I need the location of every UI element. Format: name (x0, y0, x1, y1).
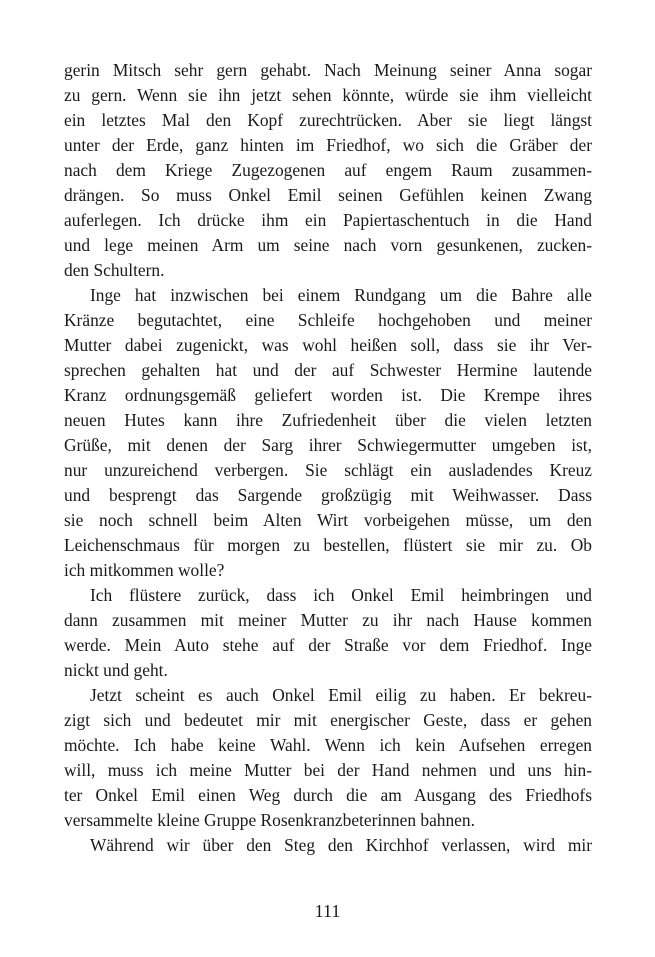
text-line: auferlegen. Ich drücke ihm ein Papiertaschentuch in die Hand (64, 210, 592, 230)
text-line: unter der Erde, ganz hinten im Friedhof, wo sich die Gräber der (64, 135, 592, 155)
paragraph (64, 683, 592, 833)
page-number: 111 (314, 901, 341, 921)
text-line: nur unzureichend verbergen. Sie schlägt ein ausladendes Kreuz (64, 460, 592, 480)
text-line: den Schultern. (64, 260, 165, 280)
text-line: sprechen gehalten hat und der auf Schwester Hermine lautende (64, 360, 592, 380)
text-line: ter Onkel Emil einen Weg durch die am Ausgang des Friedhofs (64, 785, 592, 805)
text-line: und besprengt das Sargende großzügig mit Weihwasser. Dass (64, 485, 592, 505)
text-line: Kranz ordnungsgemäß geliefert worden ist. Die Krempe ihres (64, 385, 592, 405)
text-line: werde. Mein Auto stehe auf der Straße vor dem Friedhof. Inge (64, 635, 592, 655)
text-line: möchte. Ich habe keine Wahl. Wenn ich kein Aufsehen erregen (64, 735, 592, 755)
text-line: neuen Hutes kann ihre Zufriedenheit über die vielen letzten (64, 410, 592, 430)
text-line: zu gern. Wenn sie ihn jetzt sehen könnte, würde sie ihm vielleicht (64, 85, 592, 105)
text-line: ein letztes Mal den Kopf zurechtrücken. Aber sie liegt längst (64, 110, 592, 130)
book-page-text (64, 58, 592, 858)
text-line: Während wir über den Steg den Kirchhof verlassen, wird mir (90, 835, 592, 855)
text-line: gerin Mitsch sehr gern gehabt. Nach Meinung seiner Anna sogar (64, 60, 592, 80)
text-line: Mutter dabei zugenickt, was wohl heißen soll, dass sie ihr Ver- (64, 335, 592, 355)
text-line: ich mitkommen wolle? (64, 560, 225, 580)
text-line: versammelte kleine Gruppe Rosenkranzbeterinnen bahnen. (64, 810, 475, 830)
paragraph (64, 833, 592, 858)
text-line: zigt sich und bedeutet mir mit energischer Geste, dass er gehen (64, 710, 592, 730)
text-line: Ich flüstere zurück, dass ich Onkel Emil heimbringen und (90, 585, 592, 605)
text-line: Grüße, mit denen der Sarg ihrer Schwiegermutter umgeben ist, (64, 435, 592, 455)
paragraph (64, 583, 592, 683)
text-line: nickt und geht. (64, 660, 168, 680)
text-line: Jetzt scheint es auch Onkel Emil eilig zu haben. Er bekreu- (90, 685, 592, 705)
text-line: drängen. So muss Onkel Emil seinen Gefühlen keinen Zwang (64, 185, 592, 205)
paragraph (64, 58, 592, 283)
text-line: nach dem Kriege Zugezogenen auf engem Raum zusammen- (64, 160, 592, 180)
text-line: sie noch schnell beim Alten Wirt vorbeigehen müsse, um den (64, 510, 592, 530)
text-line: Kränze begutachtet, eine Schleife hochgehoben und meiner (64, 310, 592, 330)
text-line: Leichenschmaus für morgen zu bestellen, flüstert sie mir zu. Ob (64, 535, 592, 555)
text-line: Inge hat inzwischen bei einem Rundgang um die Bahre alle (90, 285, 592, 305)
text-line: und lege meinen Arm um seine nach vorn gesunkenen, zucken- (64, 235, 592, 255)
text-line: will, muss ich meine Mutter bei der Hand nehmen und uns hin- (64, 760, 592, 780)
text-line: dann zusammen mit meiner Mutter zu ihr nach Hause kommen (64, 610, 592, 630)
paragraph (64, 283, 592, 583)
